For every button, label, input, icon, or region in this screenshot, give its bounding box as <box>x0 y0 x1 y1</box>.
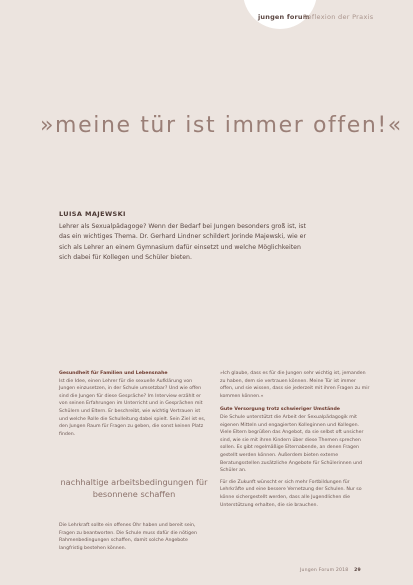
right-paragraph: »Ich glaube, dass es für die Jungen sehr wichtig ist, jemanden zu haben, dem sie vertrauen können. Meine Tür ist immer offen, und sie wissen, dass sie jederzeit mit ihren Fragen zu mir kommen können.« <box>220 371 370 399</box>
left-paragraph-2: Die Lehrkraft sollte ein offenes Ohr haben und bereit sein, Fragen zu beantworten. Die Schule muss dafür die nötigen Rahmenbedingungen schaffen, damit solche Angebote langfristig bestehen können. <box>59 523 197 551</box>
body-column-left <box>59 370 209 438</box>
body-column-right <box>220 370 370 509</box>
article-title: »meine tür ist immer offen!« <box>40 112 403 138</box>
page-footer <box>300 568 361 573</box>
article-lead: Lehrer als Sexualpädagoge? Wenn der Bedarf bei Jungen besonders groß ist, ist das ein wichtiges Thema. Dr. Gerhard Lindner schildert Jorinde Majewski, wie er sich als Lehrer an einem Gymnasium dafür einsetzt und welche Möglichkeiten sich dabei für Kollegen und Schüler bieten. <box>59 223 306 262</box>
page-number: 29 <box>354 568 361 573</box>
right-subhead: Gute Versorgung trotz schwieriger Umstände <box>220 407 340 413</box>
header-section-title: jungen forum <box>258 13 310 21</box>
pull-quote: nachhaltige arbeitsbedingungen für besonnene schaffen <box>60 477 208 499</box>
left-subhead: Gesundheit für Familien und Lebensnahe <box>59 371 168 376</box>
right-paragraph-2: Die Schule unterstützt die Arbeit der Sexualpädagogik mit eigenen Mitteln und engagierten Kolleginnen und Kollegen. Viele Eltern begrüßen das Angebot, da sie selbst oft unsicher sind, wie sie mit ihren Kindern über diese Themen sprechen sollen. Es gibt regelmäßige Elternabende, an denen Fragen gestellt werden können. Außerdem bieten externe Beratungsstellen zusätzliche Angebote für Schülerinnen und Schüler an. <box>220 414 364 474</box>
header-section-subtitle: Reflexion der Praxis <box>303 13 374 21</box>
article-author: LUISA MAJEWSKI <box>59 210 126 218</box>
right-paragraph-3: Für die Zukunft wünscht er sich mehr Fortbildungen für Lehrkräfte und eine bessere Vernetzung der Schulen. Nur so könne sichergestellt werden, dass alle Jugendlichen die Unterstützung erhalten, die sie brauchen. <box>220 479 362 508</box>
body-column-left-lower <box>59 522 209 552</box>
footer-text: Jungen Forum 2018 <box>300 568 349 573</box>
left-paragraph: Ist die Idee, einen Lehrer für die sexuelle Aufklärung von Jungen einzusetzen, in der Schule umsetzbar? Und wie offen sind die Jungen für diese Gespräche? Im Interview erzählt er von seinen Erfahrungen im Unterricht und in Gesprächen mit Schülern und Eltern. Er beschreibt, wie wichtig Vertrauen ist und welche Rolle die Schulleitung dabei spielt. Sein Ziel ist es, den Jungen Raum für Fragen zu geben, die sonst keinen Platz finden. <box>59 378 206 437</box>
